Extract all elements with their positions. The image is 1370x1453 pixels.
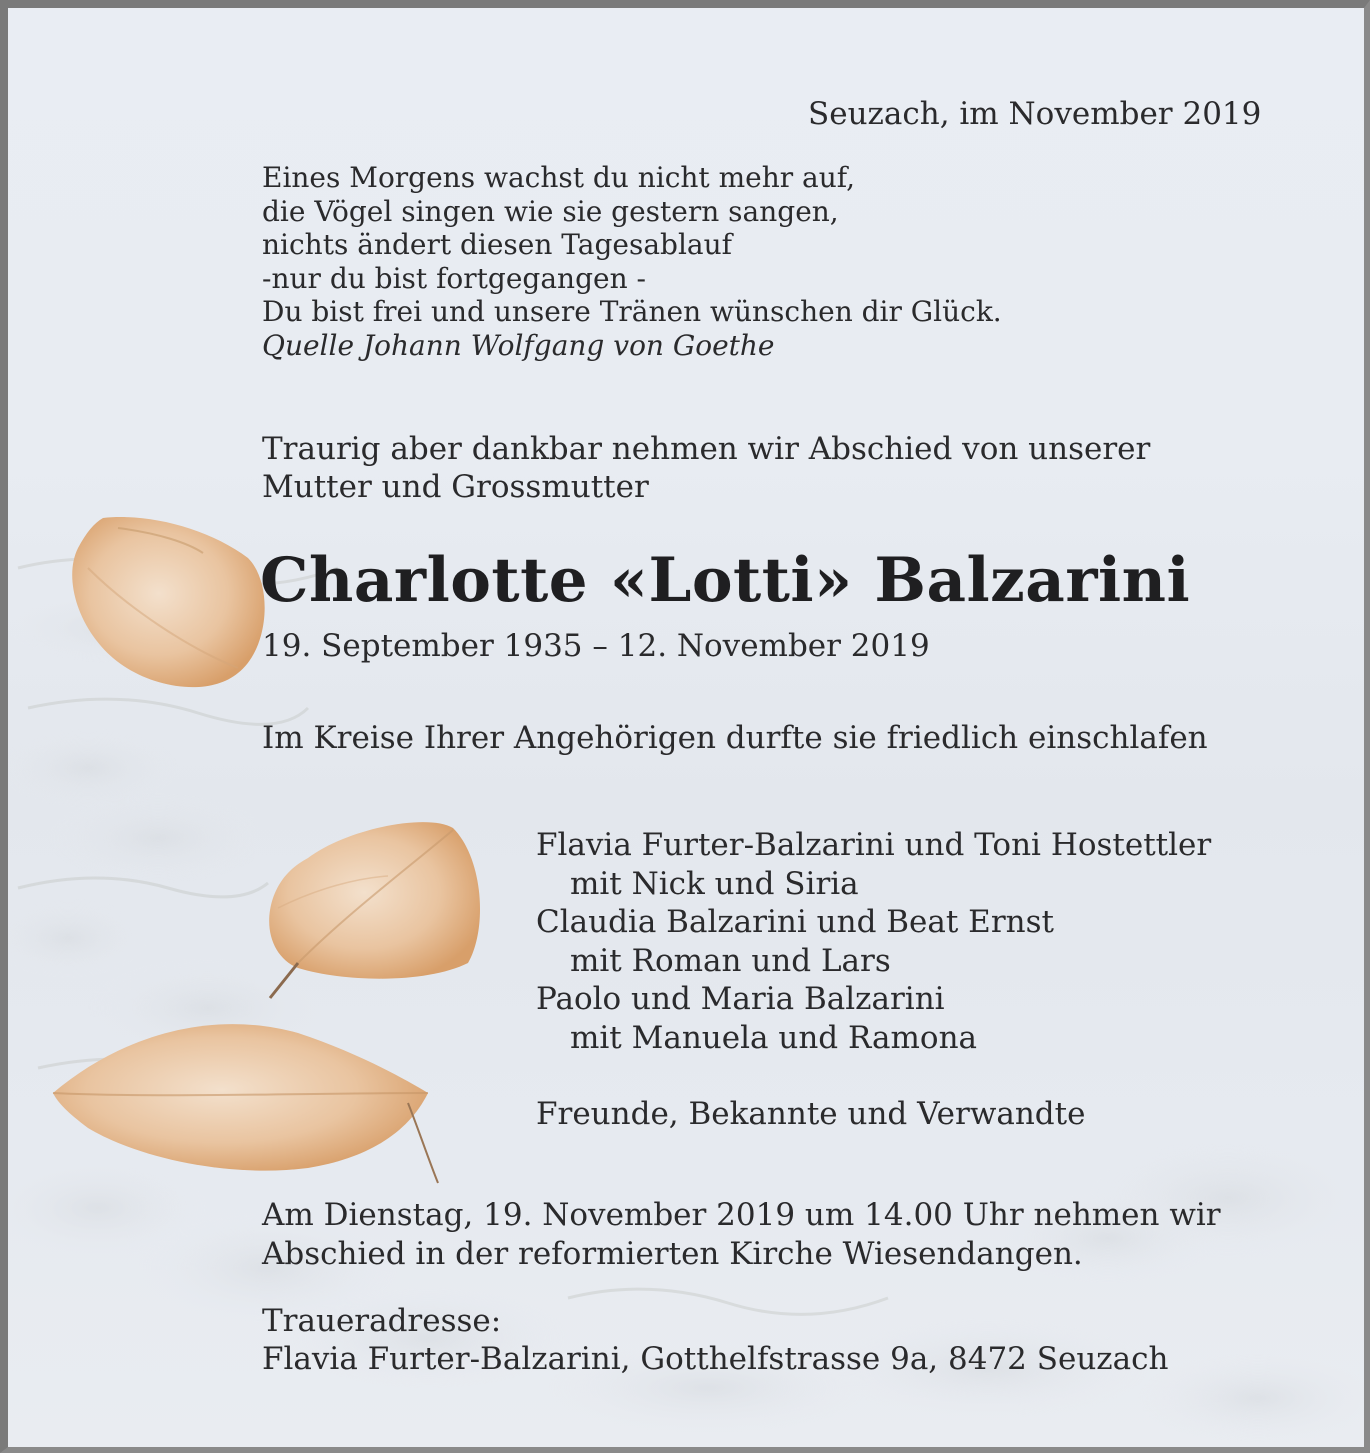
- passing-note: Im Kreise Ihrer Angehörigen durfte sie friedlich einschlafen: [262, 720, 1208, 756]
- life-dates: 19. September 1935 – 12. November 2019: [262, 628, 930, 664]
- mourner-children: mit Manuela und Ramona: [570, 1019, 978, 1056]
- poem-source: Quelle Johann Wolfgang von Goethe: [262, 328, 775, 362]
- poem-line: Du bist frei und unsere Tränen wünschen dir Glück.: [262, 295, 1002, 328]
- service-line: Am Dienstag, 19. November 2019 um 14.00 Uhr nehmen wir: [262, 1197, 1221, 1233]
- intro-text: [262, 430, 1150, 506]
- leaf-image: [269, 822, 480, 998]
- poem-line: die Vögel singen wie sie gestern sangen,: [262, 194, 839, 228]
- address-value: Flavia Furter-Balzarini, Gotthelfstrasse 9a, 8472 Seuzach: [262, 1341, 1169, 1377]
- poem-line: Eines Morgens wachst du nicht mehr auf,: [262, 161, 856, 194]
- mourner-children: mit Nick und Siria: [570, 865, 859, 902]
- mourner-name: Paolo und Maria Balzarini: [536, 981, 945, 1017]
- mourner-name: Flavia Furter-Balzarini und Toni Hostettler: [536, 827, 1212, 863]
- mourner-children: mit Roman und Lars: [570, 942, 891, 979]
- poem-line: nichts ändert diesen Tagesablauf: [262, 228, 733, 261]
- friends-line: Freunde, Bekannte und Verwandte: [536, 1096, 1086, 1132]
- service-line: Abschied in der reformierten Kirche Wiesendangen.: [262, 1235, 1083, 1272]
- poem-line: -nur du bist fortgegangen -: [262, 261, 646, 295]
- place-date: Seuzach, im November 2019: [808, 96, 1262, 132]
- service-info: [262, 1196, 1221, 1273]
- address-label: Traueradresse:: [262, 1303, 502, 1339]
- intro-line: Mutter und Grossmutter: [262, 469, 649, 505]
- mourners-list: [536, 826, 1211, 1057]
- deceased-name: Charlotte «Lotti» Balzarini: [260, 545, 1191, 616]
- mourner-name: Claudia Balzarini und Beat Ernst: [536, 904, 1054, 940]
- mourning-address: [262, 1302, 1168, 1378]
- intro-line: Traurig aber dankbar nehmen wir Abschied von unserer: [262, 431, 1151, 467]
- poem: [262, 161, 1002, 362]
